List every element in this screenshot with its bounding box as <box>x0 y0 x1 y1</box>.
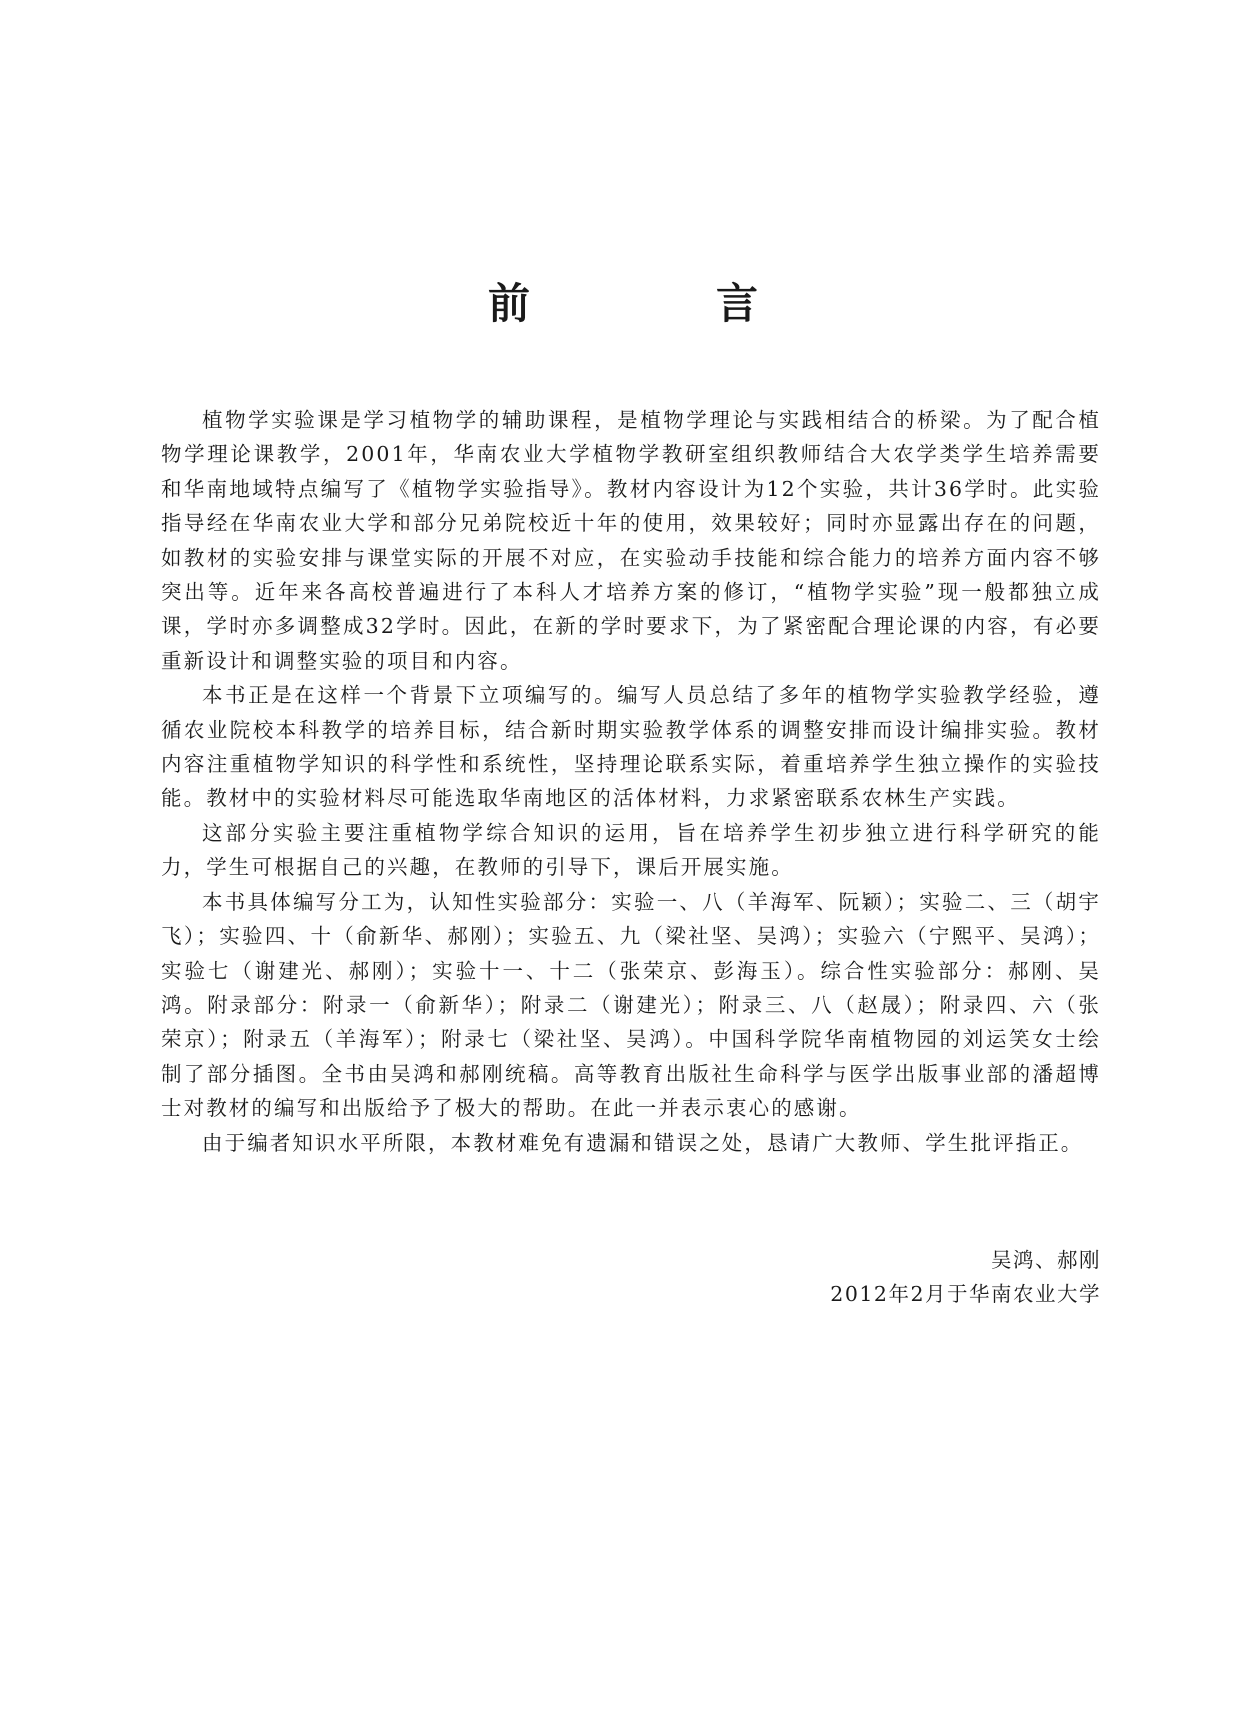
paragraph: 这部分实验主要注重植物学综合知识的运用，旨在培养学生初步独立进行科学研究的能力，学生可根据自己的兴趣，在教师的引导下，课后开展实施。 <box>161 820 1101 880</box>
paragraph: 本书具体编写分工为，认知性实验部分：实验一、八（羊海军、阮颖）；实验二、三（胡宇飞）；实验四、十（俞新华、郝刚）；实验五、九（梁社坚、吴鸿）；实验六（宁熙平、吴鸿）；实验七（谢建光、郝刚）；实验十一、十二（张荣京、彭海玉）。综合性实验部分：郝刚、吴鸿。附录部分：附录一（俞新华）；附录二（谢建光）；附录三、八（赵晟）；附录四、六（张荣京）；附录五（羊海军）；附录七（梁社坚、吴鸿）。中国科学院华南植物园的刘运笑女士绘制了部分插图。全书由吴鸿和郝刚统稿。高等教育出版社生命科学与医学出版事业部的潘超博士对教材的编写和出版给予了极大的帮助。在此一并表示衷心的感谢。 <box>161 889 1101 1121</box>
page-title: 前 言 <box>487 279 830 328</box>
preface-body <box>161 403 1101 1160</box>
paragraph: 由于编者知识水平所限，本教材难免有遗漏和错误之处，恳请广大教师、学生批评指正。 <box>202 1130 1084 1155</box>
paragraph: 本书正是在这样一个背景下立项编写的。编写人员总结了多年的植物学实验教学经验，遵循农业院校本科教学的培养目标，结合新时期实验教学体系的调整安排而设计编排实验。教材内容注重植物学知识的科学性和系统性，坚持理论联系实际，着重培养学生独立操作的实验技能。教材中的实验材料尽可能选取华南地区的活体材料，力求紧密联系农林生产实践。 <box>161 683 1101 811</box>
signature-date-place: 2012年2月于华南农业大学 <box>830 1282 1101 1306</box>
signature-block <box>830 1243 1101 1311</box>
signature-authors: 吴鸿、郝刚 <box>991 1248 1101 1272</box>
paragraph: 植物学实验课是学习植物学的辅助课程，是植物学理论与实践相结合的桥梁。为了配合植物学理论课教学，2001年，华南农业大学植物学教研室组织教师结合大农学类学生培养需要和华南地域特点编写了《植物学实验指导》。教材内容设计为12个实验，共计36学时。此实验指导经在华南农业大学和部分兄弟院校近十年的使用，效果较好；同时亦显露出存在的问题，如教材的实验安排与课堂实际的开展不对应，在实验动手技能和综合能力的培养方面内容不够突出等。近年来各高校普遍进行了本科人才培养方案的修订，“植物学实验”现一般都独立成课，学时亦多调整成32学时。因此，在新的学时要求下，为了紧密配合理论课的内容，有必要重新设计和调整实验的项目和内容。 <box>161 408 1101 673</box>
